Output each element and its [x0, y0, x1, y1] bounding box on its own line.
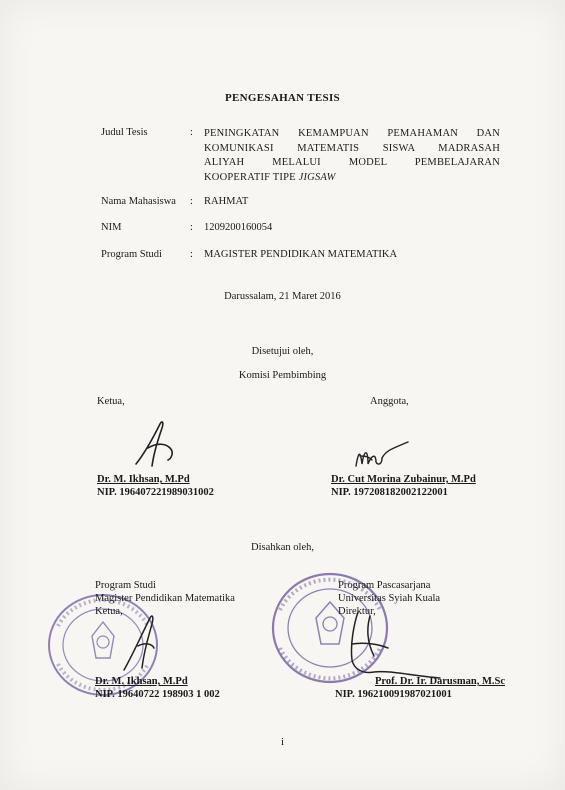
- prodi-label: Program Studi: [101, 249, 162, 260]
- judul-colon: :: [190, 127, 193, 138]
- anggota-role: Anggota,: [370, 396, 409, 407]
- prodi-signature: [118, 612, 168, 674]
- prodi-sign-name: Dr. M. Ikhsan, M.Pd: [95, 676, 188, 687]
- judul-line-1: PENINGKATAN KEMAMPUAN PEMAHAMAN DAN: [204, 128, 500, 139]
- pasca-signature: [330, 604, 460, 686]
- prodi-value: MAGISTER PENDIDIKAN MATEMATIKA: [204, 249, 398, 260]
- committee-label: Komisi Pembimbing: [238, 370, 327, 381]
- judul-line-4-text: KOOPERATIF TIPE: [204, 171, 296, 183]
- place-date: Darussalam, 21 Maret 2016: [224, 291, 341, 302]
- page-number: i: [280, 736, 285, 748]
- page-title: PENGESAHAN TESIS: [225, 92, 340, 104]
- pasca-line-1: Program Pascasarjana: [338, 580, 431, 591]
- judul-italic: JIGSAW: [298, 171, 336, 183]
- pasca-role: Direktur,: [338, 606, 376, 617]
- judul-line-2: KOMUNIKASI MATEMATIS SISWA MADRASAH: [204, 142, 500, 154]
- ketua-nip: NIP. 196407221989031002: [97, 487, 214, 498]
- nim-value: 1209200160054: [204, 222, 273, 233]
- nama-label: Nama Mahasiswa: [101, 196, 176, 207]
- judul-label: Judul Tesis: [101, 127, 148, 138]
- ketua-signature: [130, 418, 190, 470]
- prodi-line-1: Program Studi: [95, 580, 156, 591]
- nim-colon: :: [190, 222, 193, 233]
- prodi-colon: :: [190, 249, 193, 260]
- pasca-line-2: Universitas Syiah Kuala: [338, 593, 441, 604]
- approved-by: Disetujui oleh,: [251, 346, 314, 357]
- ketua-name: Dr. M. Ikhsan, M.Pd: [97, 474, 190, 485]
- pasca-sign-nip: NIP. 196210091987021001: [335, 689, 452, 700]
- prodi-sign-nip: NIP. 19640722 198903 1 002: [95, 689, 220, 700]
- anggota-signature: [352, 436, 422, 472]
- nama-value: RAHMAT: [204, 196, 249, 207]
- anggota-name: Dr. Cut Morina Zubainur, M.Pd: [331, 474, 476, 485]
- judul-line-4: [204, 171, 500, 186]
- nim-label: NIM: [101, 222, 122, 233]
- prodi-line-2: Magister Pendidikan Matematika: [95, 593, 235, 604]
- pasca-sign-name: Prof. Dr. Ir. Darusman, M.Sc: [375, 676, 505, 687]
- nama-colon: :: [190, 196, 193, 207]
- ratified-by: Disahkan oleh,: [251, 542, 314, 553]
- anggota-nip: NIP. 197208182002122001: [331, 487, 448, 498]
- prodi-role: Ketua,: [95, 606, 123, 617]
- judul-value: [204, 127, 500, 185]
- ketua-role: Ketua,: [97, 396, 125, 407]
- judul-line-3: ALIYAH MELALUI MODEL PEMBELAJARAN: [204, 157, 500, 168]
